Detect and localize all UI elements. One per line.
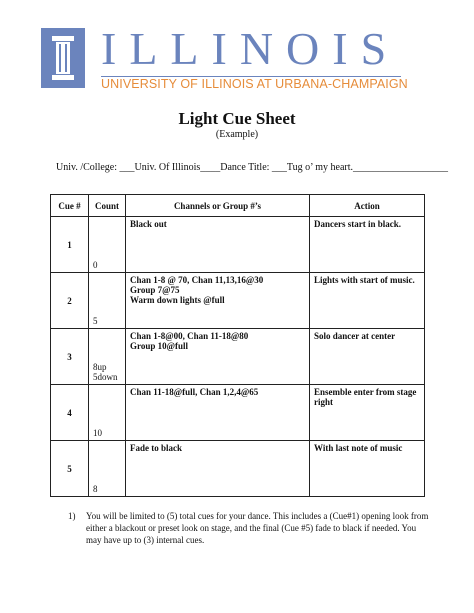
- cue-count: 5: [89, 273, 126, 329]
- header-count: Count: [89, 195, 126, 217]
- dance-info-line: Univ. /College: ___Univ. Of Illinois____Dance Title: ___Tug o’ my heart.___________________: [56, 162, 449, 173]
- table-row: [51, 217, 425, 273]
- university-logo: [41, 23, 411, 91]
- header-channels: Channels or Group #’s: [126, 195, 310, 217]
- cue-action: Solo dancer at center: [310, 329, 425, 385]
- cue-channels: Black out: [126, 217, 310, 273]
- cue-count: 10: [89, 385, 126, 441]
- cue-action: With last note of music: [310, 441, 425, 497]
- cue-number: 2: [51, 273, 89, 329]
- page-subtitle: (Example): [215, 129, 259, 140]
- footnote-text: You will be limited to (5) total cues for your dance. This includes a (Cue#1) opening look from either a blackout or preset look on stage, and the final (Cue #5) fade to black if needed. You may have up to (3) internal cues.: [86, 511, 429, 545]
- cue-channels: Chan 1-8@00, Chan 11-18@80 Group 10@full: [126, 329, 310, 385]
- cue-count: 0: [89, 217, 126, 273]
- cue-channels: Fade to black: [126, 441, 310, 497]
- cue-channels: Chan 11-18@full, Chan 1,2,4@65: [126, 385, 310, 441]
- table-row: [51, 385, 425, 441]
- cue-count: 8up 5down: [89, 329, 126, 385]
- cue-count: 8: [89, 441, 126, 497]
- cue-number: 4: [51, 385, 89, 441]
- page-title: Light Cue Sheet: [178, 109, 296, 128]
- footnote-number: 1): [68, 511, 76, 521]
- table-row: [51, 441, 425, 497]
- table-header-row: [51, 195, 425, 217]
- cue-number: 1: [51, 217, 89, 273]
- logo-emblem: [41, 28, 85, 88]
- logo-subtitle: UNIVERSITY OF ILLINOIS AT URBANA-CHAMPAIGN: [101, 77, 408, 91]
- cue-number: 5: [51, 441, 89, 497]
- header-cue-number: Cue #: [51, 195, 89, 217]
- header-action: Action: [310, 195, 425, 217]
- cue-table: [50, 194, 425, 497]
- table-row: [51, 329, 425, 385]
- cue-channels: Chan 1-8 @ 70, Chan 11,13,16@30 Group 7@75 Warm down lights @full: [126, 273, 310, 329]
- cue-number: 3: [51, 329, 89, 385]
- cue-action: Lights with start of music.: [310, 273, 425, 329]
- cue-action: Ensemble enter from stage right: [310, 385, 425, 441]
- column-icon: [52, 36, 74, 80]
- cue-action: Dancers start in black.: [310, 217, 425, 273]
- footnote: [70, 510, 430, 546]
- table-row: [51, 273, 425, 329]
- logo-wordmark: ILLINOIS: [101, 23, 400, 74]
